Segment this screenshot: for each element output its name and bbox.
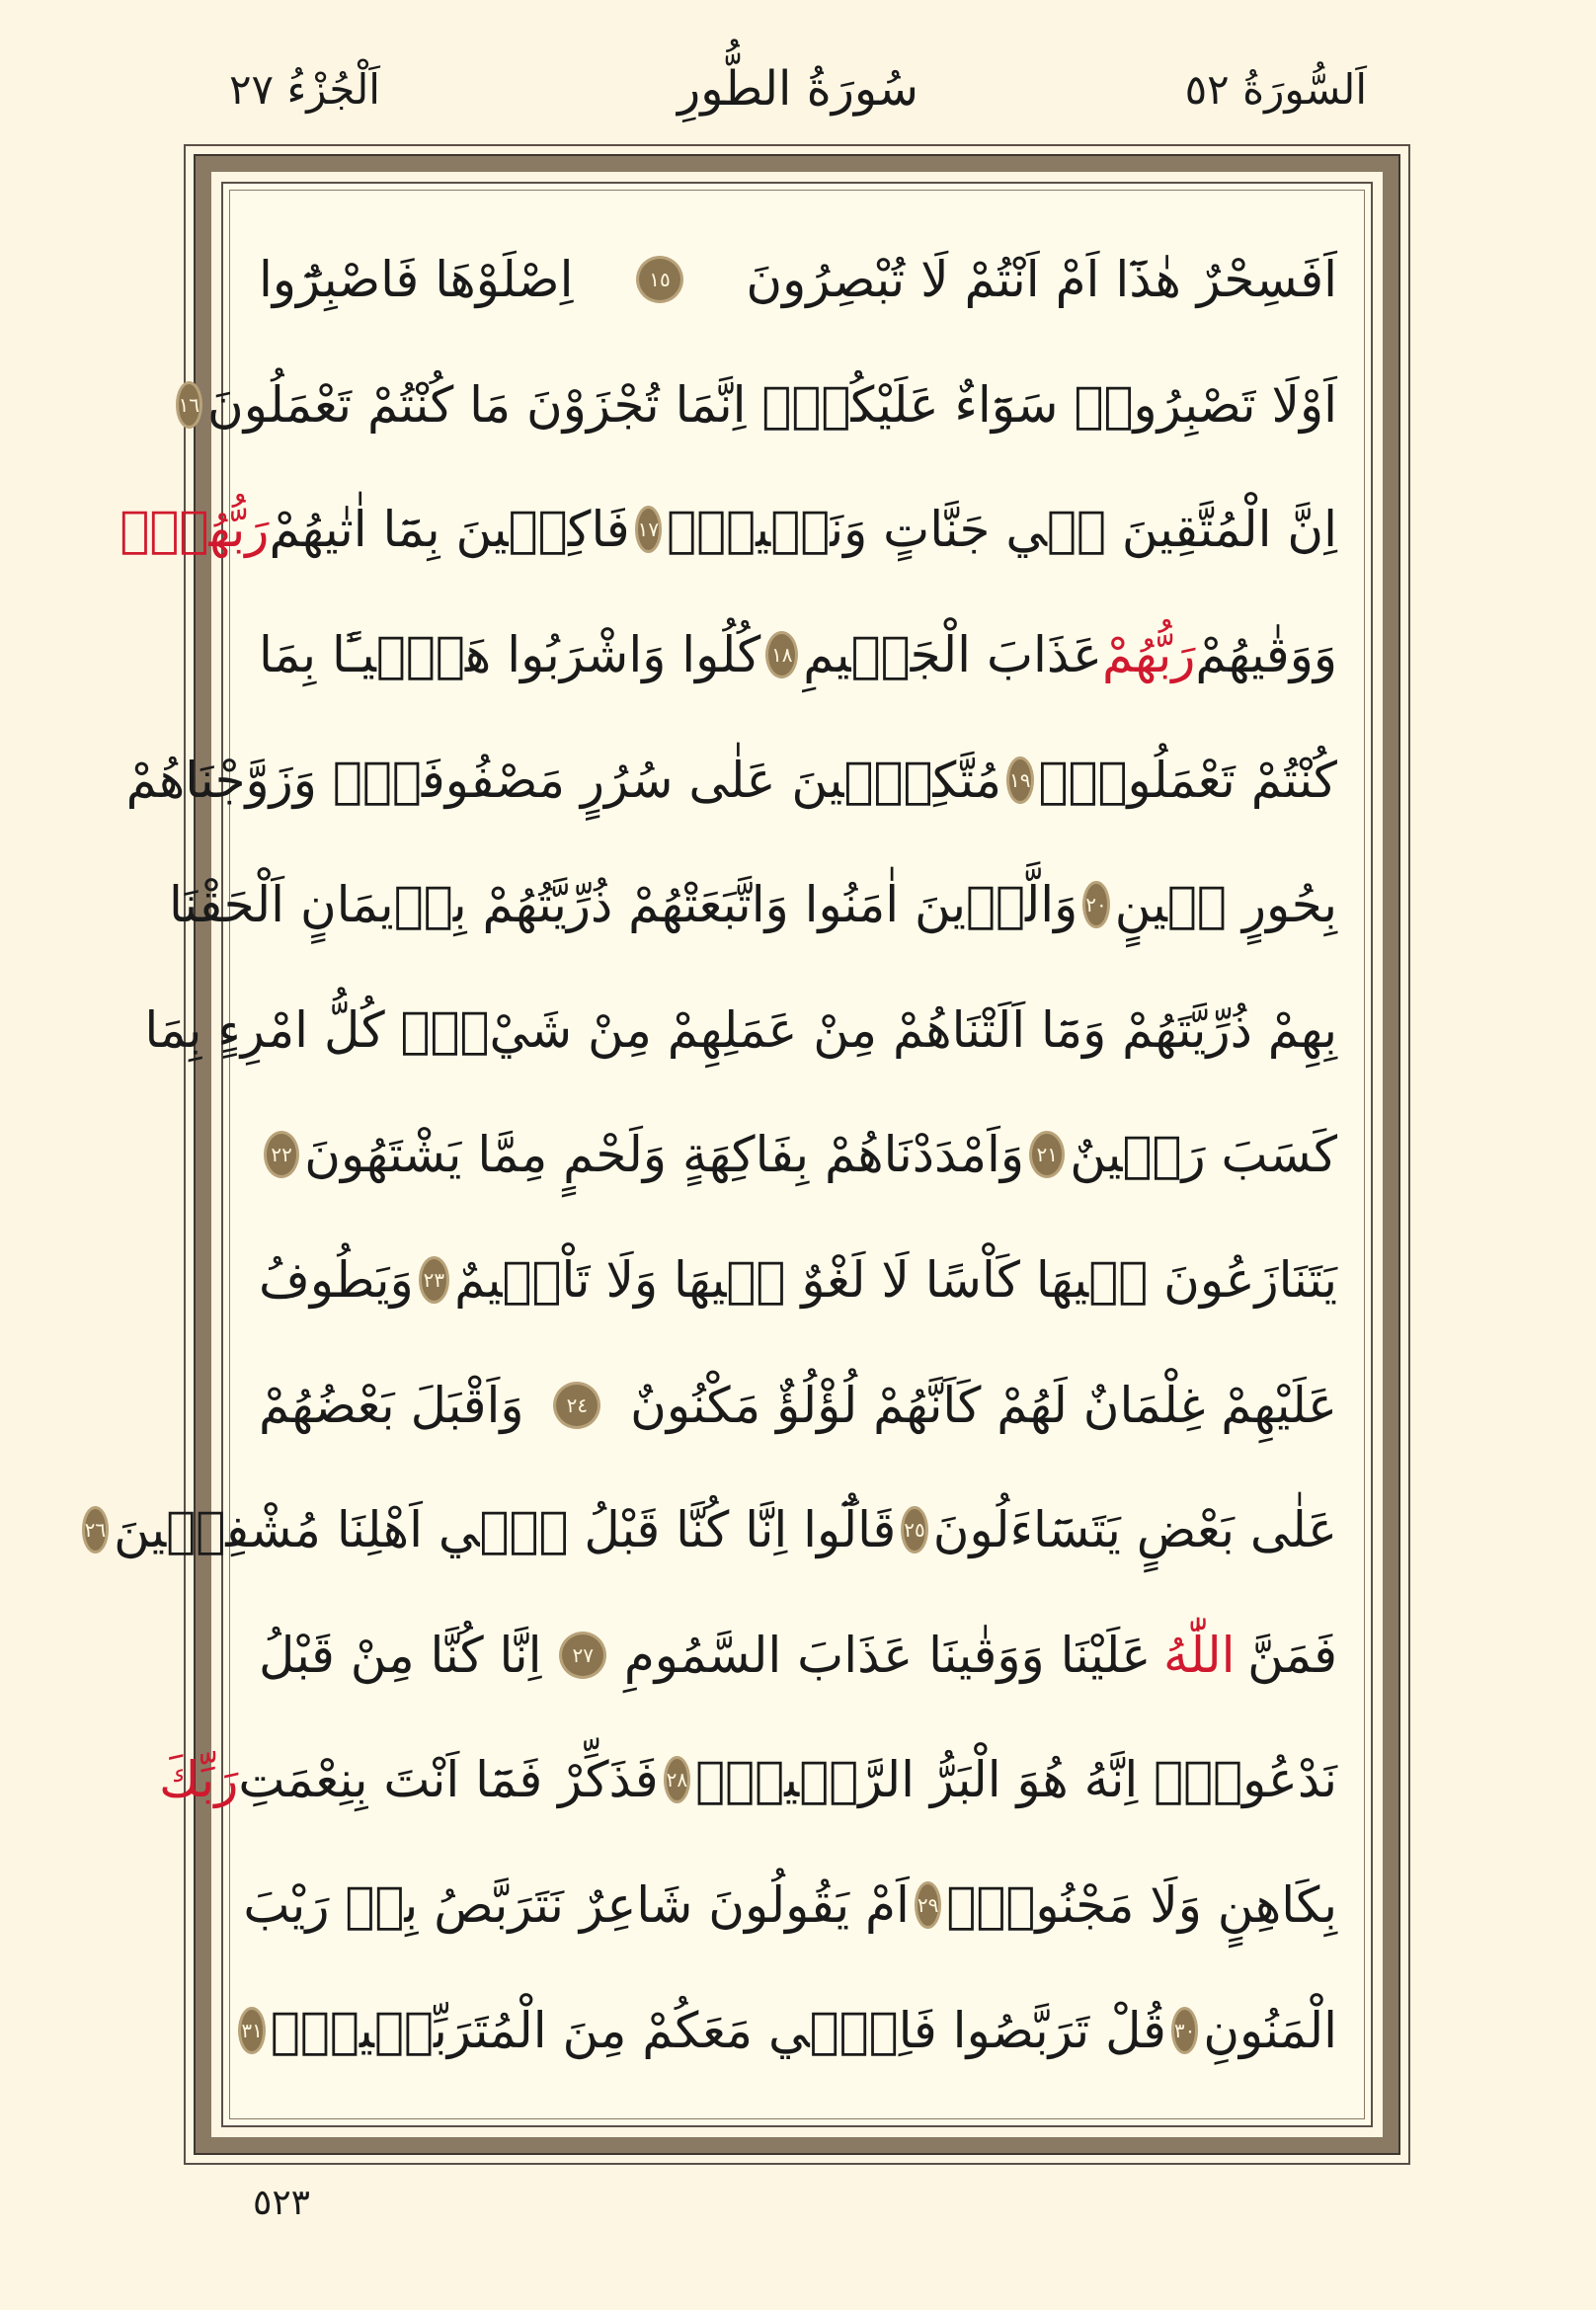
verse-text: وَيَطُوفُ <box>259 1251 414 1310</box>
verse-text: فَذَكِّرْ فَمَٓا اَنْتَ بِنِعْمَتِ <box>238 1751 659 1809</box>
ayah-number-marker: ٣١ <box>241 2010 262 2051</box>
ayah-number-marker: ٢٨ <box>667 1759 687 1800</box>
text-line <box>144 968 1337 1093</box>
verse-text: فَاكِهٖينَ بِمَٓا اٰتٰيهُمْ <box>269 501 630 559</box>
verse-text: بِحُورٍ عٖينٍ <box>1114 876 1337 934</box>
text-line <box>241 1967 1337 2093</box>
ayah-number-marker: ٢٤ <box>556 1385 598 1426</box>
ayah-number-marker: ٢١ <box>1032 1134 1062 1175</box>
verse-text: كَسَبَ رَهٖينٌ <box>1070 1126 1337 1184</box>
text-line <box>178 343 1337 468</box>
verse-text: اَوْلَا تَصْبِرُواۚ سَوَٓاءٌ عَلَيْكُمْۜ اِنَّمَا تُجْزَوْنَ مَا كُنْتُمْ تَعْمَلُونَ <box>207 375 1337 434</box>
divine-name-text: اللّٰهُ <box>1163 1626 1236 1684</box>
verse-text: بِكَاهِنٍ وَلَا مَجْنُونٍۜ <box>946 1876 1337 1935</box>
text-line <box>259 593 1337 718</box>
surah-title: سُورَةُ الطُّورِ <box>678 61 918 117</box>
text-line <box>159 1717 1337 1843</box>
ayah-number-marker: ٣٠ <box>1174 2010 1195 2051</box>
divine-name-text: رَبُّهُمْۚ <box>120 501 270 559</box>
text-line <box>259 1593 1337 1718</box>
verse-text: بِهِمْ ذُرِّيَّتَهُمْ وَمَٓا اَلَتْنَاهُمْ مِنْ عَمَلِهِمْ مِنْ شَيْءٍۜ كُلُّ امْرِءٍ بِمَا <box>144 1000 1337 1059</box>
verse-text: اِنَّ الْمُتَّقِينَ فٖي جَنَّاتٍ وَنَعٖيمٍۙ <box>667 501 1337 559</box>
ayah-number-marker: ١٦ <box>179 384 200 426</box>
ayah-number-marker: ٢٢ <box>267 1134 296 1175</box>
verse-text: عَلٰى بَعْضٍ يَتَسَٓاءَلُونَ <box>932 1501 1337 1559</box>
verse-text: عَلَيْهِمْ غِلْمَانٌ لَهُمْ كَاَنَّهُمْ لُؤْلُؤٌ مَكْنُونٌ <box>630 1376 1337 1434</box>
verse-text: اِنَّا كُنَّا مِنْ قَبْلُ <box>259 1626 542 1684</box>
quran-text-block <box>84 217 1337 2094</box>
ayah-number-marker: ١٨ <box>768 634 795 676</box>
verse-text: وَوَقٰيهُمْ <box>1195 626 1337 684</box>
ayah-number-marker: ٢٩ <box>918 1884 938 1926</box>
text-line <box>259 217 1337 343</box>
verse-text: اَمْ يَقُولُونَ شَاعِرٌ نَتَرَبَّصُ بِهٖ رَيْبَ <box>243 1876 910 1935</box>
ayah-number-marker: ٢٣ <box>422 1259 446 1301</box>
text-line <box>169 842 1337 968</box>
verse-text: كُلُوا وَاشْرَبُوا هَنٖٓيـًٔا بِمَا <box>259 626 761 684</box>
verse-text: وَاَقْبَلَ بَعْضُهُمْ <box>259 1376 524 1434</box>
verse-text: عَلَيْنَا وَوَقٰينَا عَذَابَ السَّمُومِ <box>623 1626 1152 1684</box>
verse-text: اِصْلَوْهَا فَاصْبِرُٓوا <box>259 251 574 309</box>
ayah-number-marker: ٢٧ <box>562 1634 603 1676</box>
text-line <box>259 1218 1337 1343</box>
verse-text: يَتَنَازَعُونَ فٖيهَا كَاْسًا لَا لَغْوٌ فٖيهَا وَلَا تَاْثٖيمٌ <box>454 1251 1337 1310</box>
verse-text: الْمَنُونِ <box>1203 2001 1337 2059</box>
verse-text: كُنْتُمْ تَعْمَلُونَۙ <box>1038 751 1337 809</box>
surah-number-label: اَلسُّورَةُ ٥٢ <box>1184 65 1367 114</box>
ayah-number-marker: ٢٦ <box>85 1509 106 1551</box>
page-number: ٥٢٣ <box>253 2183 311 2223</box>
divine-name-text: رَبُّهُمْ <box>1102 626 1196 684</box>
verse-text: عَذَابَ الْجَحٖيمِ <box>803 626 1102 684</box>
verse-text: اَفَسِحْرٌ هٰذَٓا اَمْ اَنْتُمْ لَا تُبْصِرُونَ <box>746 251 1337 309</box>
divine-name-text: رَبِّكَ <box>159 1751 239 1809</box>
text-line <box>84 1468 1337 1593</box>
verse-text: فَمَنَّ <box>1247 1626 1337 1684</box>
ayah-number-marker: ١٥ <box>639 259 680 300</box>
ayah-number-marker: ١٧ <box>638 509 659 550</box>
verse-text: نَدْعُوهُۜ اِنَّهُ هُوَ الْبَرُّ الرَّحٖيمُۚ <box>695 1751 1337 1809</box>
text-line <box>259 1342 1337 1468</box>
verse-text: مُتَّكِـٖٔينَ عَلٰى سُرُرٍ مَصْفُوفَةٍۚ وَزَوَّجْنَاهُمْ <box>125 751 1002 809</box>
text-line <box>259 1092 1337 1218</box>
ayah-number-marker: ٢٥ <box>904 1509 924 1551</box>
verse-text: قُلْ تَرَبَّصُوا فَاِنّٖي مَعَكُمْ مِنَ الْمُتَرَبِّصٖينَۜ <box>270 2001 1166 2059</box>
verse-text: قَالُٓوا اِنَّا كُنَّا قَبْلُ فٖٓي اَهْلِنَا مُشْفِقٖينَ <box>114 1501 897 1559</box>
juz-label: اَلْجُزْءُ ٢٧ <box>229 65 380 114</box>
text-line <box>243 1843 1337 1968</box>
text-line <box>120 467 1337 593</box>
ayah-number-marker: ٢٠ <box>1085 884 1106 925</box>
verse-text: وَالَّذٖينَ اٰمَنُوا وَاتَّبَعَتْهُمْ ذُرِّيَّتُهُمْ بِاٖيمَانٍ اَلْحَقْنَا <box>169 876 1078 934</box>
text-line <box>125 717 1337 842</box>
verse-text: وَاَمْدَدْنَاهُمْ بِفَاكِهَةٍ وَلَحْمٍ مِمَّا يَشْتَهُونَ <box>304 1126 1025 1184</box>
ayah-number-marker: ١٩ <box>1009 759 1030 801</box>
